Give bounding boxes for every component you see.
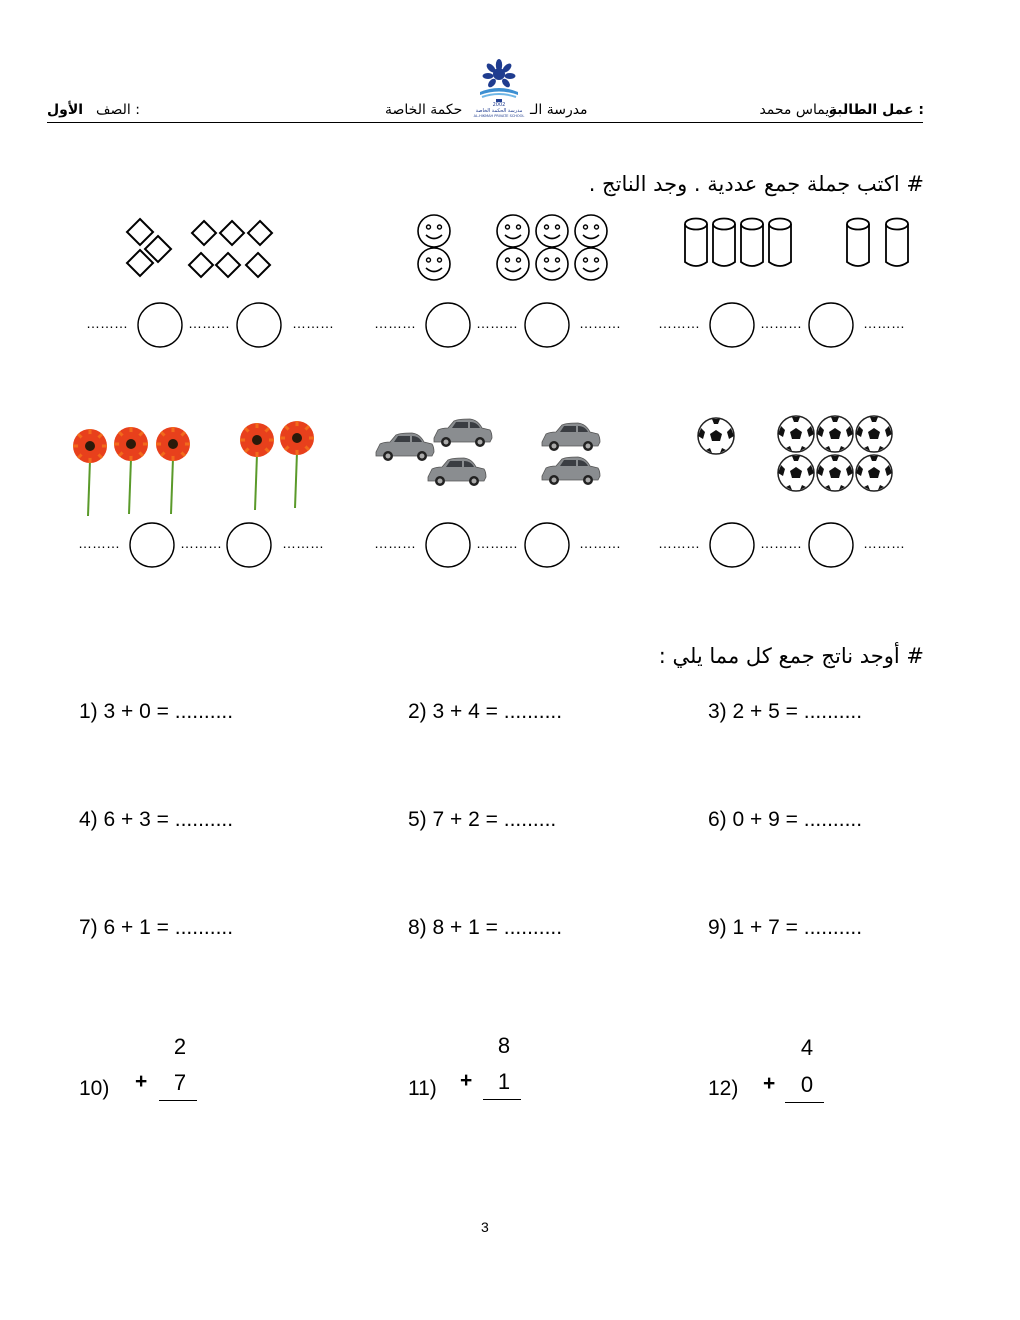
student-name: ريماس محمد [759, 102, 836, 118]
dots: ……… [180, 535, 222, 551]
cylinder-icon [685, 219, 707, 267]
grade-label: الصف : [96, 102, 140, 118]
car-icon [542, 457, 600, 485]
dots: ……… [476, 315, 518, 331]
section2-instruction: # أوجد ناتج جمع كل مما يلي : [658, 644, 924, 668]
cylinder-icon [769, 219, 791, 267]
cylinder-group [682, 216, 912, 272]
answer-circle[interactable] [525, 303, 569, 347]
sum-line [483, 1099, 521, 1100]
problem-11-label: 11) [408, 1077, 437, 1100]
soccer-ball-icon [817, 416, 853, 452]
red-flower-icon [280, 421, 314, 508]
problem-12-bottom: 0 [800, 1072, 814, 1097]
smiley-face-icon [575, 215, 607, 247]
cylinder-icon [713, 219, 735, 267]
answer-circle[interactable] [710, 303, 754, 347]
soccer-ball-icon [817, 455, 853, 491]
problem-10-bottom: 7 [173, 1070, 187, 1095]
dots: ……… [863, 535, 905, 551]
diamond-icon [127, 219, 171, 276]
logo-year: 2002 [492, 102, 506, 108]
smiley-face-icon [497, 248, 529, 280]
logo-text-en: AL-HIKMAH PRIVATE SCHOOL [473, 114, 525, 118]
soccer-ball-icon [778, 416, 814, 452]
smiley-face-icon [575, 248, 607, 280]
smiley-group [414, 214, 614, 280]
school-logo [466, 58, 532, 122]
dots: ……… [760, 535, 802, 551]
problem-12-top: 4 [800, 1035, 814, 1060]
answer-circle[interactable] [710, 523, 754, 567]
sum-line [159, 1100, 197, 1101]
diamond-group [120, 218, 280, 280]
flower-group [72, 420, 322, 496]
student-label: عمل الطالبة : [828, 102, 924, 118]
red-flower-icon [156, 427, 190, 514]
answer-row-1 [80, 300, 930, 350]
soccer-ball-icon [778, 455, 814, 491]
problem-4[interactable]: 4) 6 + 3 = .......... [79, 808, 234, 831]
problem-8[interactable]: 8) 8 + 1 = .......... [408, 916, 563, 939]
answer-circle[interactable] [138, 303, 182, 347]
problem-11-bottom: 1 [497, 1069, 511, 1094]
soccer-ball-icon [856, 455, 892, 491]
cylinder-icon [847, 219, 869, 267]
smiley-face-icon [536, 248, 568, 280]
section1-instruction: # اكتب جملة جمع عددية . وجد الناتج . [588, 172, 924, 196]
soccer-ball-icon [856, 416, 892, 452]
logo-text-ar: مدرسة الحكمة الخاصة [475, 108, 523, 114]
smiley-face-icon [418, 248, 450, 280]
answer-circle[interactable] [809, 303, 853, 347]
soccer-ball-group [694, 414, 904, 496]
smiley-face-icon [536, 215, 568, 247]
dots: ……… [863, 315, 905, 331]
problem-2[interactable]: 2) 3 + 4 = .......... [408, 700, 563, 723]
plus-sign: + [135, 1070, 148, 1093]
car-icon [434, 419, 492, 447]
answer-row-2 [72, 520, 922, 570]
car-icon [376, 433, 434, 461]
red-flower-icon [73, 429, 107, 516]
dots: ……… [579, 315, 621, 331]
answer-circle[interactable] [809, 523, 853, 567]
dots: ……… [78, 535, 120, 551]
dots: ……… [188, 315, 230, 331]
red-flower-icon [114, 427, 148, 514]
dots: ……… [658, 315, 700, 331]
cylinder-icon [886, 219, 908, 267]
dots: ……… [282, 535, 324, 551]
dots: ……… [760, 315, 802, 331]
answer-circle[interactable] [130, 523, 174, 567]
smiley-face-icon [418, 215, 450, 247]
problem-11-top: 8 [497, 1033, 511, 1058]
problem-10-label: 10) [79, 1077, 110, 1100]
dots: ……… [86, 315, 128, 331]
car-icon [428, 458, 486, 486]
problem-5[interactable]: 5) 7 + 2 = ......... [408, 808, 557, 831]
answer-circle[interactable] [237, 303, 281, 347]
answer-circle[interactable] [426, 523, 470, 567]
car-group [372, 414, 604, 494]
soccer-ball-icon [698, 418, 734, 454]
car-icon [542, 423, 600, 451]
problem-6[interactable]: 6) 0 + 9 = .......... [708, 808, 863, 831]
dots: ……… [476, 535, 518, 551]
problem-9[interactable]: 9) 1 + 7 = .......... [708, 916, 863, 939]
sum-line [785, 1102, 824, 1103]
answer-circle[interactable] [227, 523, 271, 567]
problem-1[interactable]: 1) 3 + 0 = .......... [79, 700, 234, 723]
diamond-icon [189, 221, 272, 277]
school-name: حكمة الخاصة [385, 102, 463, 118]
smiley-face-icon [497, 215, 529, 247]
plus-sign: + [763, 1072, 776, 1095]
problem-7[interactable]: 7) 6 + 1 = .......... [79, 916, 234, 939]
cylinder-icon [741, 219, 763, 267]
answer-circle[interactable] [525, 523, 569, 567]
dots: ……… [658, 535, 700, 551]
dots: ……… [374, 315, 416, 331]
dots: ……… [579, 535, 621, 551]
red-flower-icon [240, 423, 274, 510]
dots: ……… [292, 315, 334, 331]
problem-10-top: 2 [173, 1034, 187, 1059]
page-number: 3 [481, 1219, 489, 1235]
answer-circle[interactable] [426, 303, 470, 347]
problem-12-label: 12) [708, 1077, 739, 1100]
dots: ……… [374, 535, 416, 551]
header-rule [47, 122, 923, 123]
school-prefix: مدرسة الـ [530, 102, 588, 118]
grade-value: الأول [47, 102, 84, 118]
problem-3[interactable]: 3) 2 + 5 = .......... [708, 700, 863, 723]
plus-sign: + [460, 1069, 473, 1092]
